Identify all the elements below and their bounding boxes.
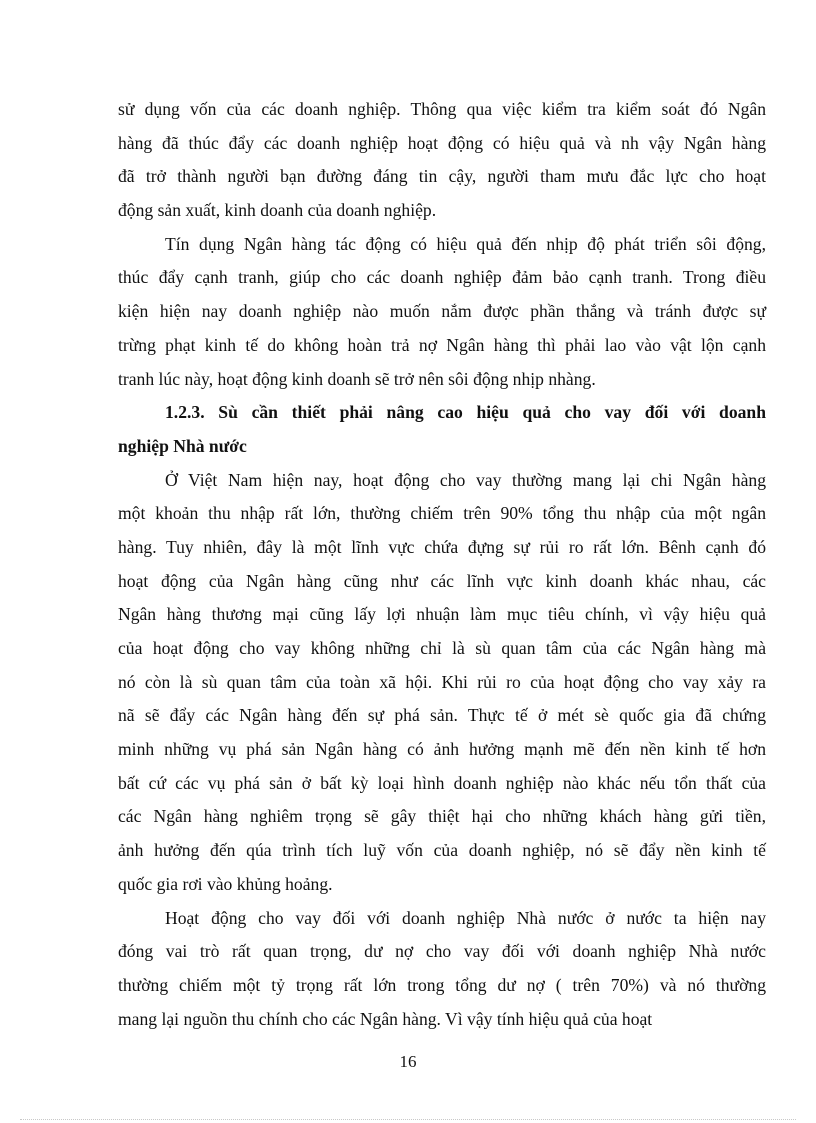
text-line: ảnh hưởng đến qúa trình tích luỹ vốn của doanh nghiệp, nó sẽ đẩy nền kinh tế	[118, 840, 766, 861]
text-line: của hoạt động cho vay không những chỉ là sù quan tâm của các Ngân hàng mà	[118, 638, 766, 658]
text-line: nó còn là sù quan tâm của toàn xã hội. Khi rủi ro của hoạt động cho vay xảy ra	[118, 671, 766, 692]
text-line: một khoản thu nhập rất lớn, thường chiếm trên 90% tổng thu nhập của một ngân	[118, 503, 766, 524]
text-line: đóng vai trò rất quan trọng, dư nợ cho vay đối với doanh nghiệp Nhà nước	[118, 941, 766, 962]
text-line: nã sẽ đẩy các Ngân hàng đến sự phá sản. Thực tế ở mét sè quốc gia đã chứng	[118, 705, 766, 726]
text-line: Ở Việt Nam hiện nay, hoạt động cho vay thường mang lại chi Ngân hàng	[165, 469, 766, 490]
text-line: Ngân hàng thương mại cũng lấy lợi nhuận làm mục tiêu chính, vì vậy hiệu quả	[118, 604, 766, 625]
section-heading: nghiệp Nhà nước	[118, 435, 247, 456]
text-line: mang lại nguồn thu chính cho các Ngân hàng. Vì vậy tính hiệu quả của hoạt	[118, 1008, 653, 1029]
text-line: hàng đã thúc đẩy các doanh nghiệp hoạt động có hiệu quả và nh vậy Ngân hàng	[118, 132, 766, 153]
text-line: quốc gia rơi vào khủng hoảng.	[118, 873, 333, 894]
text-line: trừng phạt kinh tế do không hoàn trả nợ Ngân hàng thì phải lao vào vật lộn cạnh	[118, 334, 766, 355]
text-line: Hoạt động cho vay đối với doanh nghiệp Nhà nước ở nước ta hiện nay	[165, 907, 766, 928]
body-text	[118, 93, 766, 1036]
text-line: sử dụng vốn của các doanh nghiệp. Thông qua việc kiểm tra kiểm soát đó Ngân	[118, 99, 766, 119]
page-bottom-divider	[20, 1119, 796, 1120]
text-line: minh những vụ phá sản Ngân hàng có ảnh hưởng mạnh mẽ đến nền kinh tế hơn	[118, 739, 766, 760]
text-line: đã trở thành người bạn đường đáng tin cậy, người tham mưu đắc lực cho hoạt	[118, 166, 766, 187]
text-line: tranh lúc này, hoạt động kinh doanh sẽ trở nên sôi động nhịp nhàng.	[118, 368, 596, 389]
text-line: hoạt động của Ngân hàng cũng như các lĩnh vực kinh doanh khác nhau, các	[118, 570, 766, 591]
text-line: hàng. Tuy nhiên, đây là một lĩnh vực chứa đựng sự rủi ro rất lớn. Bênh cạnh đó	[118, 536, 766, 557]
text-line: Tín dụng Ngân hàng tác động có hiệu quả đến nhịp độ phát triển sôi động,	[165, 233, 766, 254]
text-line: bất cứ các vụ phá sản ở bất kỳ loại hình doanh nghiệp nào khác nếu tổn thất của	[118, 772, 766, 793]
text-line: động sản xuất, kinh doanh của doanh nghiệp.	[118, 200, 437, 221]
page-number: 16	[399, 1052, 417, 1071]
text-line: kiện hiện nay doanh nghiệp nào muốn nắm được phần thắng và tránh được sự	[118, 301, 766, 322]
section-heading: 1.2.3. Sù cần thiết phải nâng cao hiệu quả cho vay đối với doanh	[165, 402, 766, 423]
text-line: các Ngân hàng nghiêm trọng sẽ gây thiệt hại cho những khách hàng gửi tiền,	[118, 806, 766, 827]
text-line: thúc đẩy cạnh tranh, giúp cho các doanh nghiệp đảm bảo cạnh tranh. Trong điều	[118, 267, 766, 288]
text-line: thường chiếm một tỷ trọng rất lớn trong tổng dư nợ ( trên 70%) và nó thường	[118, 974, 766, 995]
